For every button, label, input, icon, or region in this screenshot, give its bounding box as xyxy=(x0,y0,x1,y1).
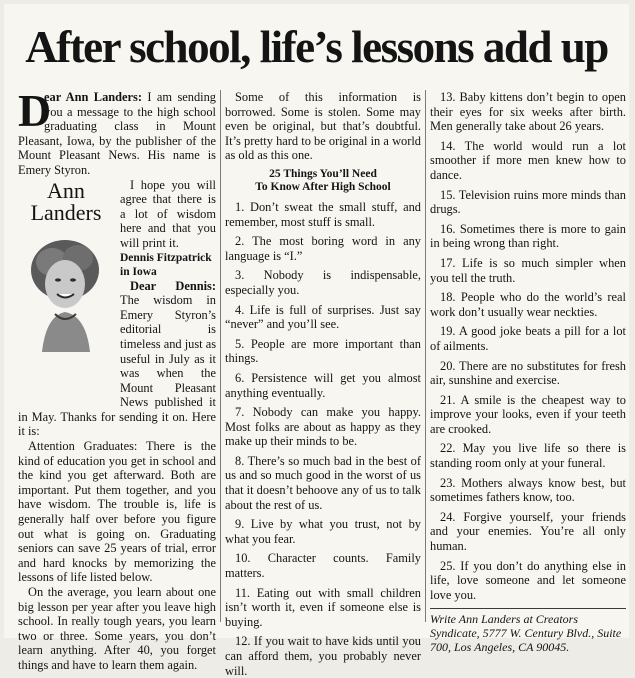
newspaper-clipping xyxy=(4,4,629,678)
list-item: 23. Mothers always know best, but sometimes fathers know, too. xyxy=(430,475,626,505)
reply-paragraph: Attention Graduates: There is the kind of education you get in school and the kind you get afterward. Both are important. Put them together, and you have wisdom. The trouble is, life is generally half over before you figure out what is going on. Graduating seniors can save 25 years of trial, error and hard knocks by memorizing the lessons of life listed below. xyxy=(18,439,216,585)
list-item: 24. Forgive yourself, your friends and your enemies. You’re all only human. xyxy=(430,509,626,554)
list-item: 8. There’s so much bad in the best of us and so much good in the worst of us that it doesn’t behoove any of us to talk about the rest of us. xyxy=(225,453,421,512)
list-item: 6. Persistence will get you almost anything eventually. xyxy=(225,370,421,400)
reply-text: The wisdom in Emery Styron’s editorial is timeless and just as useful in July as it was when the Mount Pleasant News published it in May. Thanks for sending it on. Here it is: xyxy=(18,293,217,439)
syndicate-address: Write Ann Landers at Creators Syndicate, 5777 W. Century Blvd., Suite 700, Los Angeles, CA 90045. xyxy=(430,608,626,654)
letter-opening xyxy=(18,85,216,178)
letter-text: I hope you will agree that there is a lot of wisdom here and that you will print it. xyxy=(120,177,216,250)
column-1 xyxy=(18,85,217,672)
column-rule xyxy=(220,90,221,622)
list-item: 12. If you wait to have kids until you can afford them, you probably never will. xyxy=(225,634,421,678)
headline: After school, life’s lessons add up xyxy=(25,22,608,72)
column-rule xyxy=(425,90,426,622)
letter-text: I am sending you a message to the high school graduating class in Mount Pleasant, Iowa, by the publisher of the Mount Pleasant News. His name is Emery Styron. xyxy=(18,90,216,177)
list-item: 22. May you live life so there is standing room only at your funeral. xyxy=(430,441,626,471)
list-item: 15. Television ruins more minds than drugs. xyxy=(430,187,626,217)
list-item: 13. Baby kittens don’t begin to open their eyes for six weeks after birth. Men generally take about 26 years. xyxy=(430,90,626,134)
list-title-line: 25 Things You’ll Need xyxy=(269,167,377,180)
list-item: 7. Nobody can make you happy. Most folks are about as happy as they make up their minds to be. xyxy=(225,405,421,449)
list-item: 2. The most boring word in any language is “I.” xyxy=(225,234,421,263)
list-item: 20. There are no substitutes for fresh air, sunshine and exercise. xyxy=(430,358,626,388)
column-3 xyxy=(430,90,626,655)
list-item: 18. People who do the world’s real work don’t usually wear neckties. xyxy=(430,290,626,319)
columnist-photo xyxy=(22,232,108,352)
column-2 xyxy=(225,90,421,678)
letter-signature: Dennis Fitzpatrick in Iowa xyxy=(120,251,212,278)
list-item: 1. Don’t sweat the small stuff, and remember, most stuff is small. xyxy=(225,199,421,229)
list-item: 17. Life is so much simpler when you tell the truth. xyxy=(430,255,626,285)
list-title-line: To Know After High School xyxy=(255,181,391,194)
reply-paragraph: Some of this information is borrowed. Some is stolen. Some may even be original, but that’s doubtful. It’s pretty hard to be original in a world as old as this one. xyxy=(225,90,421,163)
list-item: 25. If you don’t do anything else in life, love someone and let someone love you. xyxy=(430,558,626,602)
list-item: 19. A good joke beats a pill for a lot of ailments. xyxy=(430,324,626,353)
list-item: 14. The world would run a lot smoother if more men knew how to dance. xyxy=(430,138,626,182)
list-item: 4. Life is full of surprises. Just say “never” and you’ll see. xyxy=(225,302,421,332)
list-title xyxy=(225,168,421,195)
letter-salutation: ear Ann Landers: xyxy=(44,90,142,104)
list-item: 3. Nobody is indispensable, especially you. xyxy=(225,268,421,297)
column-logo-name-last: Landers xyxy=(30,199,102,225)
reply-salutation: Dear Dennis: xyxy=(130,278,216,293)
drop-cap: D xyxy=(18,85,52,136)
list-item: 5. People are more important than things. xyxy=(225,336,421,366)
list-item: 16. Sometimes there is more to gain in being wrong than right. xyxy=(430,221,626,251)
list-item: 10. Character counts. Family matters. xyxy=(225,551,421,581)
list-item: 9. Live by what you trust, not by what you fear. xyxy=(225,517,421,546)
column-logo xyxy=(18,177,114,400)
list-item: 21. A smile is the cheapest way to improve your looks, even if your teeth are crooked. xyxy=(430,392,626,436)
reply-paragraph: On the average, you learn about one big lesson per year after you leave high school. In really tough years, you learn two or three. Some years, you don’t learn anything. After 40, you forget things and have to learn them again. xyxy=(18,585,216,672)
list-item: 11. Eating out with small children isn’t worth it, even if someone else is buying. xyxy=(225,585,421,629)
column-logo-name-first: Ann xyxy=(47,177,85,203)
